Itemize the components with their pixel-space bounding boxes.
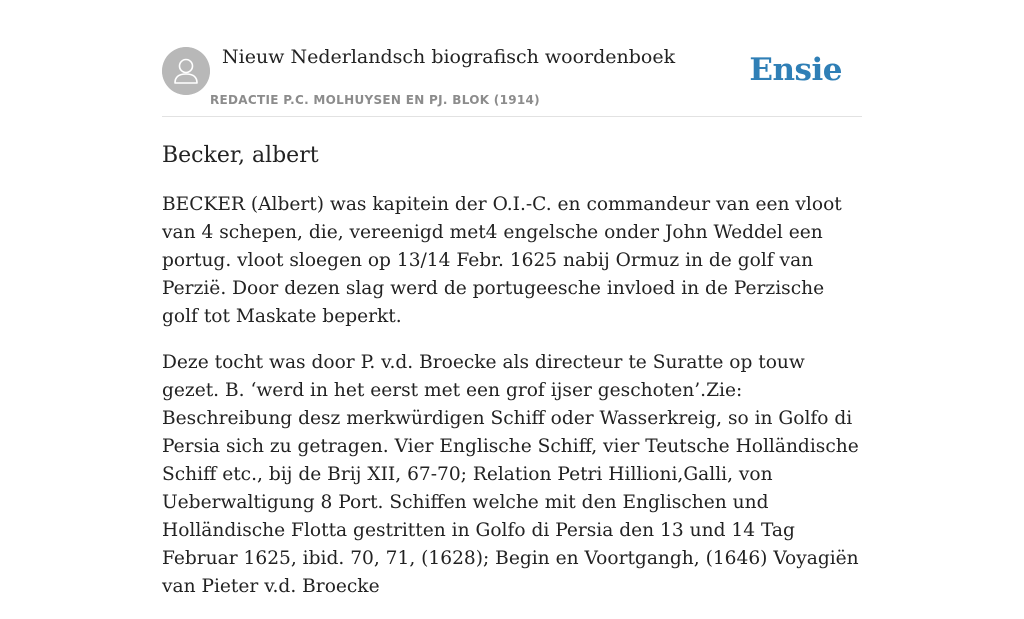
- ensie-logo[interactable]: Ensie: [749, 52, 842, 88]
- editor-byline: REDACTIE P.C. MOLHUYSEN EN PJ. BLOK (1914): [210, 93, 540, 107]
- book-title[interactable]: Nieuw Nederlandsch biografisch woordenboek: [222, 46, 676, 68]
- entry-title: Becker, albert: [162, 143, 319, 168]
- article-card: [162, 0, 862, 619]
- body-paragraph: BECKER (Albert) was kapitein der O.I.-C. en commandeur van een vloot van 4 schepen, die, vereenigd met4 engelsche onder John Weddel een portug. vloot sloegen op 13/14 Febr. 1625 nabij Ormuz in de golf van Perzië. Door dezen slag werd de portugeesche invloed in de Perzische golf tot Maskate beperkt.: [162, 194, 842, 327]
- book-header: [162, 0, 862, 117]
- entry-body: [162, 191, 862, 601]
- user-silhouette-icon: [162, 47, 210, 95]
- body-paragraph: Deze tocht was door P. v.d. Broecke als directeur te Suratte op touw gezet. B. ‘werd in het eerst met een grof ijser geschoten’.Zie: Beschreibung desz merkwürdigen Schiff oder Wasserkreig, so in Golfo di Persia sich zu getragen. Vier Englische Schiff, vier Teutsche Holländische Schiff etc., bij de Brij XII, 67-70; Relation Petri Hillioni,Galli, von Ueberwaltigung 8 Port. Schiffen welche mit den Englischen und Holländische Flotta gestritten in Golfo di Persia den 13 und 14 Tag Februar 1625, ibid. 70, 71, (1628); Begin en Voortgangh, (1646) Voyagiën van Pieter v.d. Broecke: [162, 352, 859, 597]
